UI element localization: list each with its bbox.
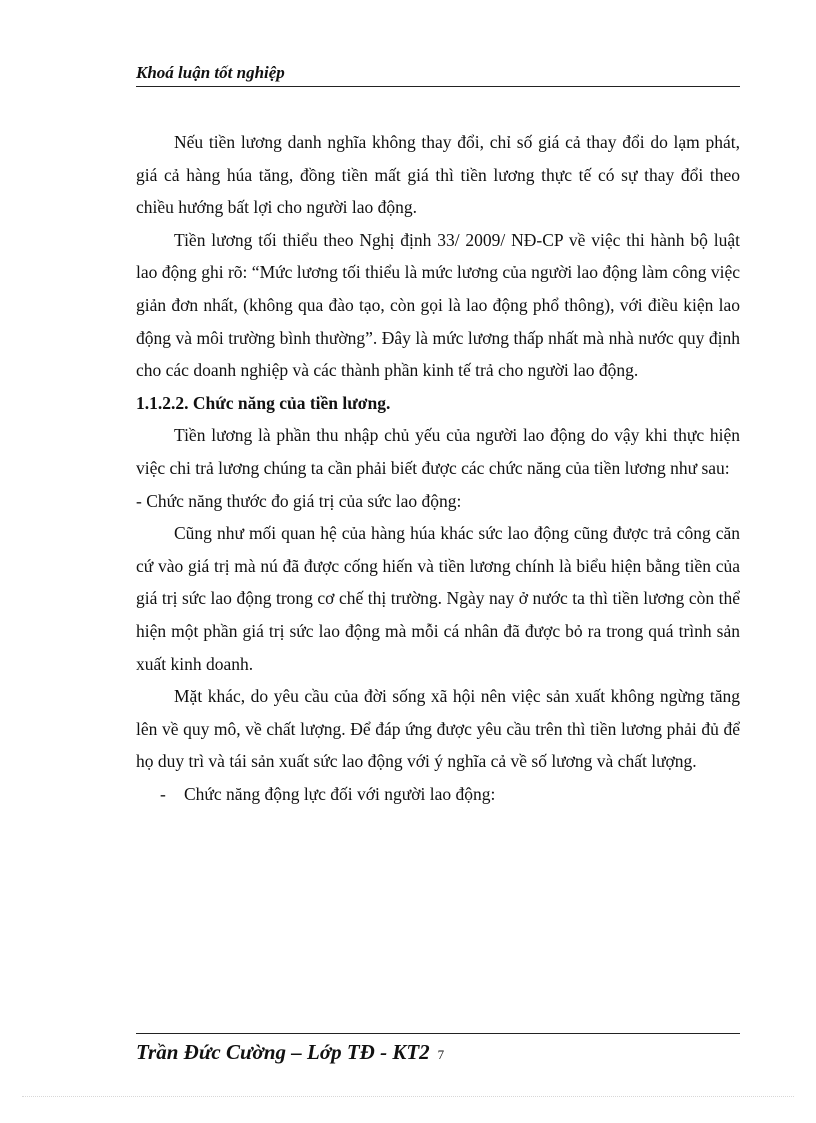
footer-author: Trần Đức Cường – Lớp TĐ - KT2 — [136, 1040, 430, 1064]
paragraph-social-demand: Mặt khác, do yêu cầu của đời sống xã hội nên việc sản xuất không ngừng tăng lên về quy mô, về chất lượng. Để đáp ứng được yêu cầu trên thì tiền lương phải đủ để họ duy trì và tái sản xuất sức lao động với ý nghĩa cả về số lương và chất lượng. — [136, 686, 740, 772]
paragraph-minimum-wage: Tiền lương tối thiểu theo Nghị định 33/ 2009/ NĐ-CP về việc thi hành bộ luật lao động ghi rõ: “Mức lương tối thiểu là mức lương của người lao động làm công việc giản đơn nhất, (không qua đào tạo, còn gọi là lao động phổ thông), với điều kiện lao động và môi trường bình thường”. Đây là mức lương thấp nhất mà nhà nước quy định cho các doanh nghiệp và các thành phần kinh tế trả cho người lao động. — [136, 229, 740, 381]
document-body — [136, 126, 740, 810]
list-item-motivation-function — [136, 778, 740, 811]
page-bottom-border — [22, 1096, 794, 1097]
section-heading: 1.1.2.2. Chức năng của tiền lương. — [136, 392, 391, 413]
page-footer — [136, 1038, 740, 1068]
paragraph-wage-income: Tiền lương là phần thu nhập chủ yếu của người lao động do vậy khi thực hiện việc chi trả lương chúng ta cần phải biết được các chức năng của tiền lương như sau: — [136, 425, 740, 478]
paragraph-nominal-wage: Nếu tiền lương danh nghĩa không thay đổi, chỉ số giá cả thay đổi do lạm phát, giá cả hàng húa tăng, đồng tiền mất giá thì tiền lương thực tế có sự thay đổi theo chiều hướng bất lợi cho người lao động. — [136, 132, 740, 218]
footer-divider — [136, 1033, 740, 1034]
header-title: Khoá luận tốt nghiệp — [136, 63, 285, 82]
page-header — [136, 62, 740, 87]
page-number: 7 — [437, 1047, 445, 1062]
list-item-text: Chức năng động lực đối với người lao động: — [184, 783, 496, 804]
list-item-measure-function: - Chức năng thước đo giá trị của sức lao động: — [136, 490, 462, 511]
list-bullet: - — [160, 783, 166, 804]
paragraph-labor-value: Cũng như mối quan hệ của hàng húa khác sức lao động cũng được trả công căn cứ vào giá trị mà nú đã được cống hiến và tiền lương chính là biểu hiện bằng tiền của giá trị sức lao động trong cơ chế thị trường. Ngày nay ở nước ta thì tiền lương còn thể hiện một phần giá trị sức lao động mà mỗi cá nhân đã được bỏ ra trong quá trình sản xuất kinh doanh. — [136, 523, 740, 674]
